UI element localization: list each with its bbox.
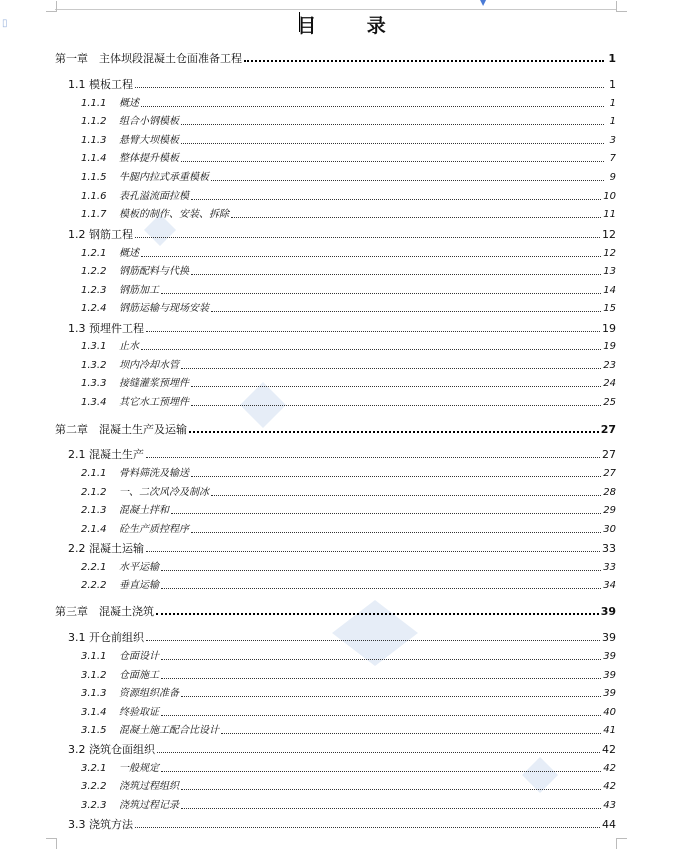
toc-entry-1-2-2[interactable] xyxy=(81,265,616,278)
toc-number: 2.1.2 xyxy=(81,487,107,498)
toc-heading-text: 浇筑过程组织 xyxy=(119,781,179,792)
toc-heading-text: 混凝土生产 xyxy=(89,448,144,461)
toc-number: 2.1.1 xyxy=(81,468,107,479)
toc-heading-text: 垂直运输 xyxy=(119,580,159,591)
toc-page-number: 24 xyxy=(603,378,616,389)
toc-page-number: 1 xyxy=(609,78,616,91)
toc-entry-1-3[interactable] xyxy=(68,322,616,335)
toc-page-number: 25 xyxy=(603,397,616,408)
toc-heading-text: 主体坝段混凝土仓面准备工程 xyxy=(99,52,242,65)
toc-number: 1.1.7 xyxy=(81,209,107,220)
toc-entry-1-1-5[interactable] xyxy=(81,171,616,184)
toc-entry-1-3-2[interactable] xyxy=(81,359,616,372)
toc-leader-dots xyxy=(135,229,600,238)
toc-heading-text: 混凝土浇筑 xyxy=(99,605,154,618)
page-title: 目 录 xyxy=(297,15,408,37)
toc-entry-3-1-3[interactable] xyxy=(81,687,616,700)
toc-entry-3-1-4[interactable] xyxy=(81,706,616,719)
toc-leader-dots xyxy=(189,423,599,433)
toc-page-number: 3 xyxy=(609,135,616,146)
toc-heading-text: 钢筋工程 xyxy=(89,228,133,241)
toc-page-number: 39 xyxy=(603,670,616,681)
toc-page-number: 42 xyxy=(602,743,616,756)
toc-number: 2.1.4 xyxy=(81,524,107,535)
toc-entry-第二章[interactable] xyxy=(55,423,616,436)
toc-heading-text: 钢筋运输与现场安装 xyxy=(119,303,209,314)
toc-leader-dots xyxy=(141,248,601,257)
toc-number: 3.2.3 xyxy=(81,800,107,811)
toc-number: 1.1.1 xyxy=(81,98,107,109)
toc-leader-dots xyxy=(221,725,601,734)
toc-number: 1.2.3 xyxy=(81,285,107,296)
toc-page-number: 13 xyxy=(603,266,616,277)
toc-leader-dots xyxy=(135,79,604,88)
toc-number: 3.1 xyxy=(68,631,86,644)
toc-entry-1-1[interactable] xyxy=(68,78,616,91)
toc-entry-3-1-5[interactable] xyxy=(81,724,616,737)
toc-heading-text: 预埋件工程 xyxy=(89,322,144,335)
toc-heading-text: 浇筑过程记录 xyxy=(119,800,179,811)
toc-leader-dots xyxy=(191,378,601,387)
toc-heading-text: 浇筑方法 xyxy=(89,818,133,831)
toc-heading-text: 混凝土生产及运输 xyxy=(99,423,187,436)
toc-number: 1.1.3 xyxy=(81,135,107,146)
toc-leader-dots xyxy=(181,688,601,697)
toc-number: 3.1.2 xyxy=(81,670,107,681)
toc-entry-1-1-1[interactable] xyxy=(81,97,616,110)
toc-leader-dots xyxy=(171,505,601,514)
toc-number: 1.1.6 xyxy=(81,191,107,202)
toc-leader-dots xyxy=(181,153,604,162)
toc-page-number: 15 xyxy=(603,303,616,314)
toc-entry-2-1-2[interactable] xyxy=(81,486,616,499)
toc-entry-1-1-2[interactable] xyxy=(81,115,616,128)
toc-heading-text: 整体提升模板 xyxy=(119,153,179,164)
toc-page-number: 28 xyxy=(603,487,616,498)
toc-leader-dots xyxy=(191,397,601,406)
toc-leader-dots xyxy=(161,670,601,679)
toc-leader-dots xyxy=(181,116,604,125)
toc-number: 2.1 xyxy=(68,448,86,461)
toc-heading-text: 钢筋加工 xyxy=(119,285,159,296)
toc-number: 1.2.4 xyxy=(81,303,107,314)
toc-leader-dots xyxy=(161,285,601,294)
toc-number: 3.1.4 xyxy=(81,707,107,718)
toc-number: 1.3.3 xyxy=(81,378,107,389)
toc-entry-1-3-3[interactable] xyxy=(81,377,616,390)
toc-leader-dots xyxy=(161,562,601,571)
toc-leader-dots xyxy=(191,524,601,533)
toc-heading-text: 止水 xyxy=(119,341,139,352)
toc-leader-dots xyxy=(181,135,604,144)
toc-number: 第三章 xyxy=(55,605,88,618)
toc-page-number: 12 xyxy=(602,228,616,241)
toc-page-number: 33 xyxy=(603,562,616,573)
toc-page-number: 34 xyxy=(603,580,616,591)
toc-page-number: 40 xyxy=(603,707,616,718)
toc-leader-dots xyxy=(135,819,600,828)
toc-page-number: 30 xyxy=(603,524,616,535)
page-top-rule xyxy=(55,9,616,10)
toc-page-number: 19 xyxy=(603,341,616,352)
toc-entry-1-2-1[interactable] xyxy=(81,247,616,260)
toc-heading-text: 概述 xyxy=(119,98,139,109)
toc-heading-text: 砼生产质控程序 xyxy=(119,524,189,535)
toc-entry-2-1-3[interactable] xyxy=(81,504,616,517)
toc-heading-text: 一般规定 xyxy=(119,763,159,774)
toc-leader-dots xyxy=(146,632,600,641)
toc-heading-text: 仓面施工 xyxy=(119,670,159,681)
toc-page-number: 27 xyxy=(602,448,616,461)
toc-number: 1.3.1 xyxy=(81,341,107,352)
toc-entry-1-1-4[interactable] xyxy=(81,152,616,165)
toc-entry-第一章[interactable] xyxy=(55,52,616,65)
toc-leader-dots xyxy=(181,360,601,369)
toc-heading-text: 组合小钢模板 xyxy=(119,116,179,127)
toc-entry-1-1-6[interactable] xyxy=(81,190,616,203)
toc-number: 2.2.2 xyxy=(81,580,107,591)
toc-entry-1-1-3[interactable] xyxy=(81,134,616,147)
toc-leader-dots xyxy=(191,468,601,477)
toc-entry-2-2-2[interactable] xyxy=(81,579,616,592)
toc-page-number: 23 xyxy=(603,360,616,371)
toc-entry-3-1-2[interactable] xyxy=(81,669,616,682)
toc-leader-dots xyxy=(181,800,601,809)
toc-leader-dots xyxy=(156,605,599,615)
toc-number: 2.1.3 xyxy=(81,505,107,516)
toc-entry-1-2-4[interactable] xyxy=(81,302,616,315)
toc-heading-text: 一、二次风冷及制冰 xyxy=(119,487,209,498)
toc-page-number: 41 xyxy=(603,725,616,736)
toc-entry-3-2[interactable] xyxy=(68,743,616,756)
toc-number: 3.2.2 xyxy=(81,781,107,792)
toc-page-number: 43 xyxy=(603,800,616,811)
toc-page-number: 33 xyxy=(602,542,616,555)
toc-number: 第一章 xyxy=(55,52,88,65)
toc-number: 3.1.5 xyxy=(81,725,107,736)
toc-entry-2-1-4[interactable] xyxy=(81,523,616,536)
toc-page-number: 42 xyxy=(603,781,616,792)
toc-leader-dots xyxy=(211,487,601,496)
toc-number: 1.1.5 xyxy=(81,172,107,183)
toc-leader-dots xyxy=(161,763,601,772)
toc-entry-1-2[interactable] xyxy=(68,228,616,241)
toc-entry-1-3-1[interactable] xyxy=(81,340,616,353)
toc-entry-3-2-3[interactable] xyxy=(81,799,616,812)
toc-leader-dots xyxy=(146,323,600,332)
toc-leader-dots xyxy=(161,580,601,589)
toc-heading-text: 其它水工预埋件 xyxy=(119,397,189,408)
toc-page-number: 39 xyxy=(603,651,616,662)
toc-page-number: 12 xyxy=(603,248,616,259)
toc-leader-dots xyxy=(161,707,601,716)
toc-page-number: 14 xyxy=(603,285,616,296)
toc-heading-text: 资源组织准备 xyxy=(119,688,179,699)
toc-heading-text: 仓面设计 xyxy=(119,651,159,662)
toc-entry-2-1-1[interactable] xyxy=(81,467,616,480)
toc-entry-1-3-4[interactable] xyxy=(81,396,616,409)
toc-page-number: 27 xyxy=(600,423,616,436)
toc-number: 3.1.1 xyxy=(81,651,107,662)
toc-number: 2.2 xyxy=(68,542,86,555)
toc-number: 第二章 xyxy=(55,423,88,436)
toc-number: 1.2 xyxy=(68,228,86,241)
toc-heading-text: 终验取证 xyxy=(119,707,159,718)
toc-page-number: 11 xyxy=(603,209,616,220)
toc-number: 1.1.4 xyxy=(81,153,107,164)
toc-number: 1.2.1 xyxy=(81,248,107,259)
toc-leader-dots xyxy=(157,744,600,753)
toc-entry-3-2-2[interactable] xyxy=(81,780,616,793)
toc-heading-text: 牛腿内拉式承重模板 xyxy=(119,172,209,183)
toc-heading-text: 概述 xyxy=(119,248,139,259)
toc-heading-text: 骨料筛洗及输送 xyxy=(119,468,189,479)
margin-corner-mark xyxy=(46,838,57,849)
toc-entry-2-2-1[interactable] xyxy=(81,561,616,574)
toc-page-number: 9 xyxy=(609,172,616,183)
toc-entry-2-2[interactable] xyxy=(68,542,616,555)
margin-corner-mark xyxy=(616,838,627,849)
toc-entry-3-2-1[interactable] xyxy=(81,762,616,775)
toc-heading-text: 接缝灌浆预埋件 xyxy=(119,378,189,389)
toc-leader-dots xyxy=(161,651,601,660)
toc-heading-text: 混凝土拌和 xyxy=(119,505,169,516)
toc-page-number: 44 xyxy=(602,818,616,831)
toc-number: 1.2.2 xyxy=(81,266,107,277)
toc-number: 3.3 xyxy=(68,818,86,831)
toc-heading-text: 开仓前组织 xyxy=(89,631,144,644)
toc-heading-text: 表孔溢流面拉模 xyxy=(119,191,189,202)
toc-page-number: 27 xyxy=(603,468,616,479)
toc-leader-dots xyxy=(146,449,600,458)
toc-entry-3-1[interactable] xyxy=(68,631,616,644)
toc-leader-dots xyxy=(181,781,601,790)
toc-leader-dots xyxy=(191,191,601,200)
toc-heading-text: 钢筋配料与代换 xyxy=(119,266,189,277)
toc-page-number: 1 xyxy=(608,52,616,65)
toc-leader-dots xyxy=(191,266,601,275)
toc-number: 1.1 xyxy=(68,78,86,91)
toc-number: 2.2.1 xyxy=(81,562,107,573)
toc-leader-dots xyxy=(211,172,604,181)
toc-heading-text: 悬臂大坝模板 xyxy=(119,135,179,146)
scroll-arrow-icon[interactable]: ▼ xyxy=(480,0,487,7)
toc-page-number: 39 xyxy=(602,631,616,644)
toc-entry-2-1[interactable] xyxy=(68,448,616,461)
toc-leader-dots xyxy=(231,209,601,218)
toc-number: 1.1.2 xyxy=(81,116,107,127)
toc-page-number: 39 xyxy=(603,688,616,699)
toc-number: 1.3.4 xyxy=(81,397,107,408)
toc-number: 3.1.3 xyxy=(81,688,107,699)
toc-heading-text: 混凝土施工配合比设计 xyxy=(119,725,219,736)
toc-page-number: 1 xyxy=(609,98,616,109)
document-icon[interactable]: ▯ xyxy=(2,18,8,29)
toc-entry-1-2-3[interactable] xyxy=(81,284,616,297)
toc-number: 3.2.1 xyxy=(81,763,107,774)
toc-page-number: 29 xyxy=(603,505,616,516)
toc-leader-dots xyxy=(244,52,604,62)
toc-leader-dots xyxy=(141,341,601,350)
toc-entry-3-3[interactable] xyxy=(68,818,616,831)
toc-page-number: 42 xyxy=(603,763,616,774)
toc-number: 1.3 xyxy=(68,322,86,335)
toc-page-number: 10 xyxy=(603,191,616,202)
toc-entry-1-1-7[interactable] xyxy=(81,208,616,221)
toc-heading-text: 浇筑仓面组织 xyxy=(89,743,155,756)
toc-page-number: 39 xyxy=(600,605,616,618)
toc-page-number: 7 xyxy=(609,153,616,164)
toc-heading-text: 混凝土运输 xyxy=(89,542,144,555)
toc-page-number: 1 xyxy=(609,116,616,127)
toc-leader-dots xyxy=(141,98,604,107)
toc-leader-dots xyxy=(211,303,601,312)
toc-heading-text: 水平运输 xyxy=(119,562,159,573)
toc-entry-3-1-1[interactable] xyxy=(81,650,616,663)
toc-leader-dots xyxy=(146,543,600,552)
toc-number: 3.2 xyxy=(68,743,86,756)
toc-entry-第三章[interactable] xyxy=(55,605,616,618)
toc-number: 1.3.2 xyxy=(81,360,107,371)
toc-heading-text: 坝内冷却水管 xyxy=(119,360,179,371)
toc-heading-text: 模板的制作、安装、拆除 xyxy=(119,209,229,220)
toc-page-number: 19 xyxy=(602,322,616,335)
toc-heading-text: 模板工程 xyxy=(89,78,133,91)
